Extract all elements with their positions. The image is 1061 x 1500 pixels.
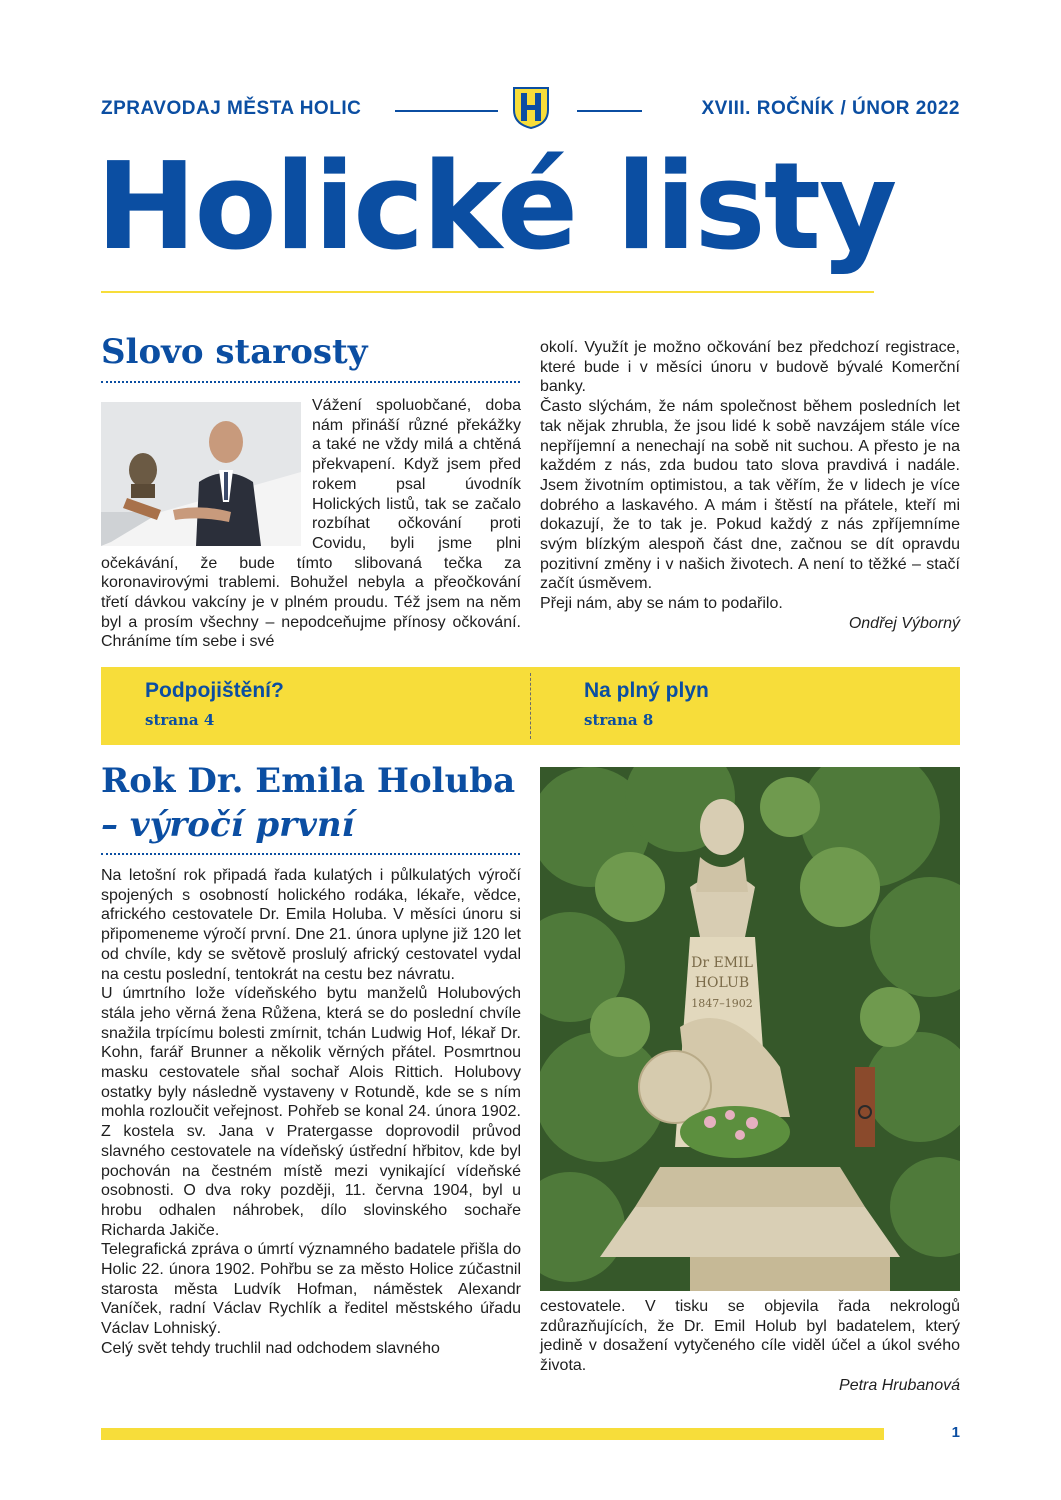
- holub-paragraph: Celý svět tehdy truchlil nad odchodem slavného: [101, 1339, 440, 1357]
- teaser-page[interactable]: strana 8: [584, 711, 654, 729]
- svg-text:Dr EMIL: Dr EMIL: [691, 955, 753, 971]
- footer-bar: [101, 1428, 884, 1440]
- holub-title-line2: – výročí první: [101, 805, 355, 845]
- mayor-paragraph: okolí. Využít je možno očkování bez předchozí registrace, které bude i v měsíci únoru v budově bývalé Komerční banky.: [540, 339, 960, 396]
- teaser-title[interactable]: Podpojištění?: [145, 679, 284, 702]
- holub-column-left: [101, 866, 521, 1359]
- svg-text:1847–1902: 1847–1902: [691, 997, 753, 1010]
- holice-crest-icon: [512, 86, 550, 130]
- mayor-column-right: [540, 338, 960, 634]
- teaser-page[interactable]: strana 4: [145, 711, 215, 729]
- masthead-rule: [101, 291, 874, 293]
- holub-monument-painting-icon: [540, 767, 960, 1291]
- holub-paragraph: U úmrtního lože vídeňského bytu manželů Holubových stála jeho věrná žena Růžena, která se do poslední chvíle snažila trpícímu bolesti zmírnit, tchán Ludwig Hof, lékař Dr. Kohn, farář Brunner a několik věrných přátel. Posmrtnou masku cestovatele sňal sochař Alois Rittich. Holubovy ostatky byly následně vystaveny v Rotundě, kde se s ním mohla rozloučit veřejnost. Pohřeb se konal 24. února 1902. Z kostela sv. Jana v Pratergasse doprovodil průvod slavného cestovatele na vídeňský ústřední hřbitov, kde byl pochován na čestném místě mezi vynikající vídeňské osobnosti. O dva roky později, 11. června 1904, byl u hrobu odhalen náhrobek, dílo slovinského sochaře Richarda Jakiče.: [101, 985, 521, 1239]
- holub-title-underline: [101, 853, 520, 855]
- svg-text:HOLUB: HOLUB: [694, 975, 750, 991]
- teaser-banner: [101, 667, 960, 745]
- mayor-paragraph: Přeji nám, aby se nám to podařilo.: [540, 595, 783, 613]
- teaser-title[interactable]: Na plný plyn: [584, 679, 709, 702]
- header-rule-right: [577, 110, 642, 112]
- publication-name: ZPRAVODAJ MĚSTA HOLIC: [101, 98, 362, 119]
- header-rule-left: [395, 110, 498, 112]
- mayor-text-left: Vážení spoluobčané, doba nám přináší různé překážky a také ne vždy milá a chtěná překvapení. Když jsem před rokem psal úvodník Holických listů, tak se začalo rozbíhat očkování proti Covidu, byli jsme plni očekávání, že bude tímto slibovaná tečka za koronavirovými trablemi. Bohužel nebyla a přeočkování třetí dávkou vakcíny je v plném proudu. Též jsem na něm byl a prosím všechny – nepodceňujme přínosy očkování. Chráníme tím sebe i své: [101, 397, 521, 651]
- holub-title-line1: Rok Dr. Emila Holuba: [101, 761, 516, 801]
- mayor-portrait-icon: [101, 402, 301, 546]
- mayor-section-title: Slovo starosty: [101, 332, 368, 372]
- holub-paragraph: Telegrafická zpráva o úmrtí významného badatele přišla do Holic 22. února 1902. Pohřbu se za město Holice zúčastnil starosta města Ludvík Hofman, náměstek Alexandr Vaníček, radní Václav Rychlík a ředitel městského úřadu Václav Lohniský.: [101, 1241, 521, 1338]
- mayor-paragraph: Často slýchám, že nám společnost během posledních let tak nějak zhrubla, že jsou lidé k sobě navzájem stále více nepříjemní a nenechají na sobě nit suchou. A přesto je na každém z nás, zda budou tato slova pravdivá i nadále. Jsem životním optimistou, a tak věřím, že v lidech je více dobrého a laskavého. A mám i štěstí na přátele, kteří mi dokazují, že to tak je. Pokud každý z nás zpříjemníme svým blízkým alespoň část dne, začnou se dít opravdu pozitivní změny i v našich životech. A není to těžké – stačí začít úsměvem.: [540, 398, 960, 593]
- holub-column-right: [540, 1297, 960, 1396]
- page-number: 1: [951, 1424, 960, 1441]
- mayor-title-underline: [101, 381, 520, 383]
- holub-paragraph: Na letošní rok připadá řada kulatých i půlkulatých výročí spojených s osobností holického rodáka, lékaře, vědce, afrického cestovatele Dr. Emila Holuba. V měsíci únoru si připomeneme výročí první. Dne 21. února uplyne již 120 let od chvíle, kdy se světově proslulý africký cestovatel vydal na cestu poslední, tentokrát na cestu bez návratu.: [101, 867, 521, 983]
- mayor-signature: Ondřej Výborný: [848, 614, 960, 632]
- holub-paragraph: cestovatele. V tisku se objevila řada nekrologů zdůrazňujících, že Dr. Emil Holub byl badatelem, který jedině v dosažení vytyčeného cíle viděl účel a úkol svého života.: [540, 1298, 960, 1375]
- issue-info: XVIII. ROČNÍK / ÚNOR 2022: [701, 98, 960, 119]
- masthead-title: Holické listy: [96, 138, 896, 277]
- teaser-divider: [530, 673, 531, 739]
- holub-signature: Petra Hrubanová: [839, 1376, 960, 1394]
